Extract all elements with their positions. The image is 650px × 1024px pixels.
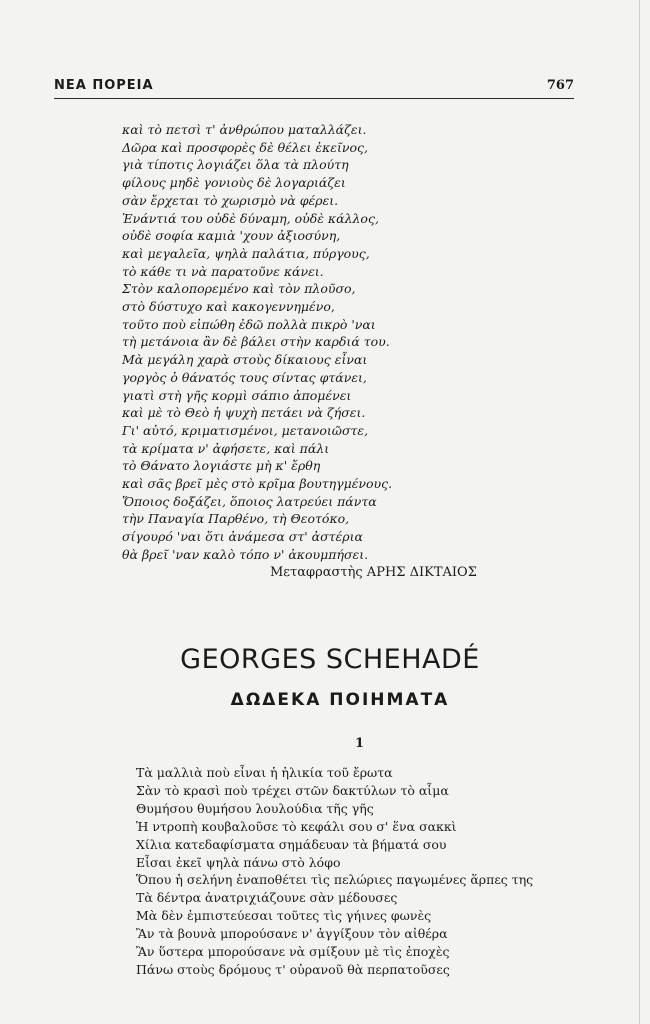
- collection-heading: [0, 690, 650, 710]
- verse-line: σίγουρό 'ναι ὅτι ἀνάμεσα στ' ἀστέρια: [122, 529, 363, 545]
- verse-line: τὰ κρίματα ν' ἀφήσετε, καὶ πάλι: [122, 440, 330, 456]
- page-number: 767: [546, 78, 574, 93]
- verse-line: Τὰ δέντρα ἀνατριχιάζουνε σὰν μέδουσες: [136, 890, 398, 906]
- verse-line: τὴν Παναγία Παρθένο, τὴ Θεοτόκο,: [122, 511, 350, 527]
- collection-title: ΔΩΔΕΚΑ ΠΟΙΗΜΑΤΑ: [230, 690, 450, 710]
- verse-line: Ἡ ντροπὴ κουβαλοῦσε τὸ κεφάλι σου σ' ἕνα σακκὶ: [136, 818, 457, 834]
- running-header: [54, 78, 574, 98]
- verse-line: Μὰ δὲν ἐμπιστεύεσαι τοῦτες τὶς γήινες φωνὲς: [136, 908, 432, 924]
- verse-line: τὴ μετάνοια ἂν δὲ βάλει στὴν καρδιά του.: [122, 334, 390, 350]
- verse-line: καὶ τὸ πετσὶ τ' ἀνθρώπου ματαλλάζει.: [122, 122, 367, 137]
- translator-credit: Μεταφραστὴς ΑΡΗΣ ΔΙΚΤΑΙΟΣ: [270, 565, 477, 580]
- verse-line: Τὰ μαλλιὰ ποὺ εἶναι ἡ ἡλικία τοῦ ἔρωτα: [136, 765, 393, 780]
- translated-poem: [122, 121, 522, 564]
- verse-line: Στὸν καλοπορεμένο καὶ τὸν πλοῦσο,: [122, 281, 356, 297]
- verse-line: καὶ μεγαλεῖα, ψηλὰ παλάτια, πύργους,: [122, 245, 370, 261]
- verse-line: στὸ δύστυχο καὶ κακογεννημένο,: [122, 299, 335, 315]
- page-edge-line: [639, 0, 640, 1024]
- verse-line: Ἂν τὰ βουνὰ μπορούσανε ν' ἀγγίξουν τὸν αἰθέρα: [136, 926, 448, 942]
- verse-line: σὰν ἔρχεται τὸ χωρισμὸ νὰ φέρει.: [122, 192, 339, 208]
- poem-number: 1: [355, 736, 365, 751]
- verse-line: Θυμήσου θυμήσου λουλούδια τῆς γῆς: [136, 800, 374, 816]
- verse-line: τὸ Θάνατο λογιάστε μὴ κ' ἔρθη: [122, 458, 321, 474]
- verse-line: τοῦτο ποὺ εἰπώθη ἐδῶ πολλὰ πικρὸ 'ναι: [122, 316, 376, 332]
- verse-line: καὶ σᾶς βρεῖ μὲς στὸ κρῖμα βουτηγμένους.: [122, 476, 393, 492]
- verse-line: Μὰ μεγάλη χαρὰ στοὺς δίκαιους εἶναι: [122, 352, 368, 368]
- poem-one: [136, 764, 596, 979]
- journal-title: ΝΕΑ ΠΟΡΕΙΑ: [54, 78, 154, 93]
- header-rule: [54, 98, 574, 99]
- verse-line: Δῶρα καὶ προσφορὲς δὲ θέλει ἐκεῖνος,: [122, 139, 368, 155]
- verse-line: γιὰ τίποτις λογιάζει ὅλα τὰ πλούτη: [122, 157, 349, 173]
- verse-line: Ὅποιος δοξάζει, ὅποιος λατρεύει πάντα: [122, 493, 377, 509]
- verse-line: Σὰν τὸ κρασὶ ποὺ τρέχει στῶν δακτύλων τὸ αἷμα: [136, 782, 449, 798]
- verse-line: οὐδὲ σοφία καμιὰ 'χουν ἀξιοσύνη,: [122, 228, 341, 244]
- verse-line: Ἐνάντιά του οὐδὲ δύναμη, οὐδὲ κάλλος,: [122, 210, 379, 226]
- verse-line: θὰ βρεῖ 'ναν καλὸ τόπο ν' ἀκουμπήσει.: [122, 546, 369, 562]
- verse-line: Γι' αὐτό, κριματισμένοι, μετανοιῶστε,: [122, 422, 369, 438]
- author-heading: [0, 644, 650, 675]
- verse-line: Ὅπου ἡ σελήνη ἐναποθέτει τὶς πελώριες παγωμένες ἅρπες της: [136, 872, 534, 888]
- verse-line: Χίλια κατεδαφίσματα σημάδευαν τὰ βήματά σου: [136, 836, 447, 852]
- author-name: GEORGES SCHEHADÉ: [180, 644, 480, 675]
- verse-line: Εἶσαι ἐκεῖ ψηλὰ πάνω στὸ λόφο: [136, 854, 341, 870]
- verse-line: φίλους μηδὲ γονιοὺς δὲ λογαριάζει: [122, 175, 346, 191]
- verse-line: τὸ κάθε τι νὰ παρατοῦνε κάνει.: [122, 263, 324, 279]
- verse-line: Πάνω στοὺς δρόμους τ' οὐρανοῦ θὰ περπατοῦσες: [136, 961, 450, 977]
- verse-line: καὶ μὲ τὸ Θεὸ ἡ ψυχὴ πετάει νὰ ζήσει.: [122, 405, 366, 421]
- verse-line: γιατὶ στὴ γῆς κορμὶ σάπιο ἀπομένει: [122, 387, 352, 403]
- verse-line: Ἂν ὕστερα μπορούσανε νὰ σμίξουν μὲ τὶς ἐποχὲς: [136, 944, 450, 960]
- verse-line: γοργὸς ὁ θάνατός τους σίντας φτάνει,: [122, 369, 367, 385]
